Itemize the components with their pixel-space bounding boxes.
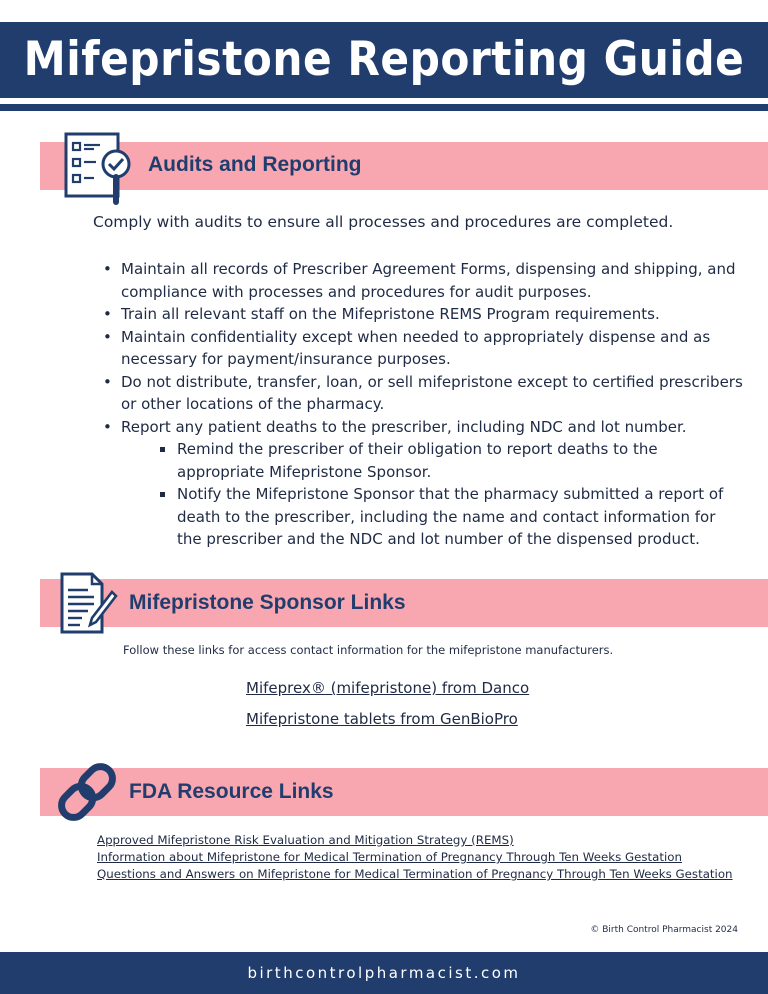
sponsor-section-title: Mifepristone Sponsor Links — [129, 591, 406, 614]
footer-website-link[interactable]: birthcontrolpharmacist.com — [247, 964, 521, 982]
page-title: Mifepristone Reporting Guide — [23, 32, 745, 87]
fda-rems-link[interactable]: Approved Mifepristone Risk Evaluation and Mitigation Strategy (REMS) — [97, 833, 514, 847]
sponsor-note: Follow these links for access contact information for the mifepristone manufacturers. — [123, 643, 614, 657]
sub-list-item: Remind the prescriber of their obligation to report deaths to the appropriate Mifepristone Sponsor. — [159, 438, 743, 483]
document-pen-icon — [58, 570, 118, 636]
list-item: • Maintain all records of Prescriber Agreement Forms, dispensing and shipping, and compliance with processes and procedures for audit purposes. — [103, 258, 743, 303]
chain-link-icon — [54, 761, 120, 823]
audits-section-title: Audits and Reporting — [148, 153, 362, 176]
list-item: • Do not distribute, transfer, loan, or sell mifepristone except to certified prescribers or other locations of the pharmacy. — [103, 371, 743, 416]
fda-section-title: FDA Resource Links — [129, 780, 334, 803]
list-item — [103, 416, 743, 551]
fda-information-link[interactable]: Information about Mifepristone for Medical Termination of Pregnancy Through Ten Weeks Gestation — [97, 850, 682, 864]
checklist-magnifier-icon — [60, 130, 140, 208]
audits-sub-list — [159, 438, 743, 551]
genbiopro-link[interactable]: Mifepristone tablets from GenBioPro — [246, 710, 518, 728]
fda-qa-link[interactable]: Questions and Answers on Mifepristone for Medical Termination of Pregnancy Through Ten Weeks Gestation — [97, 867, 733, 881]
header-divider — [0, 104, 768, 111]
list-item: • Maintain confidentiality except when needed to appropriately dispense and as necessary for payment/insurance purposes. — [103, 326, 743, 371]
copyright-text: © Birth Control Pharmacist 2024 — [590, 925, 738, 935]
audits-bullet-list — [103, 258, 743, 551]
list-item-text: Report any patient deaths to the prescriber, including NDC and lot number. — [121, 417, 687, 436]
sub-list-item: Notify the Mifepristone Sponsor that the pharmacy submitted a report of death to the prescriber, including the name and contact information for the prescriber and the NDC and lot number of the dispensed product. — [159, 483, 743, 551]
danco-link[interactable]: Mifeprex® (mifepristone) from Danco — [246, 679, 530, 697]
audits-intro: Comply with audits to ensure all processes and procedures are completed. — [93, 213, 674, 231]
list-item: • Train all relevant staff on the Mifepristone REMS Program requirements. — [103, 303, 743, 326]
